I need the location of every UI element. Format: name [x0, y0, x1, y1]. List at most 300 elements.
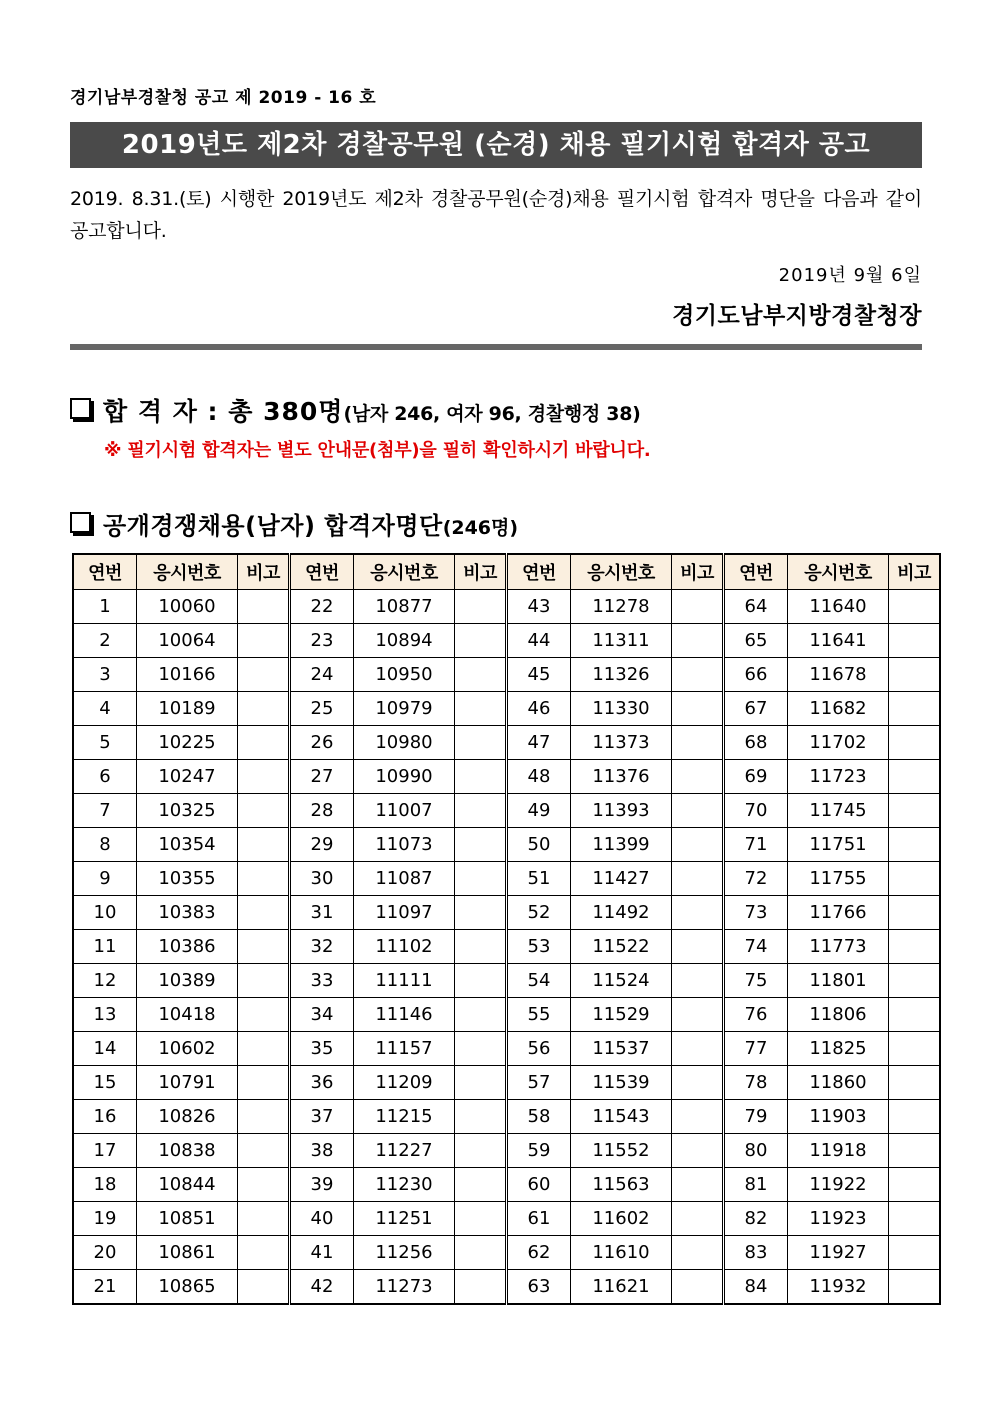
horizontal-rule — [70, 344, 922, 350]
table-row — [73, 1134, 940, 1168]
cell-seq: 37 — [290, 1100, 354, 1134]
cell-seq: 56 — [507, 1032, 571, 1066]
cell-seq: 11 — [73, 930, 137, 964]
cell-exam-number: 10894 — [354, 624, 455, 658]
cell-seq: 32 — [290, 930, 354, 964]
cell-exam-number: 11376 — [571, 760, 672, 794]
cell-note — [672, 930, 724, 964]
header-seq-4: 연번 — [724, 554, 788, 590]
cell-seq: 46 — [507, 692, 571, 726]
cell-exam-number: 11702 — [788, 726, 889, 760]
cell-note — [455, 1134, 507, 1168]
cell-note — [889, 1202, 941, 1236]
cell-exam-number: 11918 — [788, 1134, 889, 1168]
cell-exam-number: 11682 — [788, 692, 889, 726]
cell-note — [238, 1236, 290, 1270]
cell-exam-number: 11256 — [354, 1236, 455, 1270]
header-num-3: 응시번호 — [571, 554, 672, 590]
cell-seq: 30 — [290, 862, 354, 896]
cell-exam-number: 11755 — [788, 862, 889, 896]
cell-exam-number: 10383 — [137, 896, 238, 930]
summary-breakdown: (남자 246, 여자 96, 경찰행정 38) — [343, 403, 641, 426]
cell-seq: 21 — [73, 1270, 137, 1305]
cell-seq: 27 — [290, 760, 354, 794]
cell-exam-number: 11007 — [354, 794, 455, 828]
cell-note — [455, 1066, 507, 1100]
cell-seq: 29 — [290, 828, 354, 862]
cell-exam-number: 10389 — [137, 964, 238, 998]
cell-exam-number: 11278 — [571, 590, 672, 624]
cell-seq: 43 — [507, 590, 571, 624]
cell-exam-number: 11825 — [788, 1032, 889, 1066]
cell-seq: 59 — [507, 1134, 571, 1168]
cell-exam-number: 11927 — [788, 1236, 889, 1270]
cell-note — [889, 692, 941, 726]
cell-seq: 15 — [73, 1066, 137, 1100]
cell-exam-number: 11723 — [788, 760, 889, 794]
cell-seq: 47 — [507, 726, 571, 760]
cell-note — [238, 1134, 290, 1168]
cell-exam-number: 11932 — [788, 1270, 889, 1305]
cell-note — [455, 726, 507, 760]
cell-note — [672, 1032, 724, 1066]
cell-exam-number: 10418 — [137, 998, 238, 1032]
cell-note — [238, 828, 290, 862]
cell-note — [889, 590, 941, 624]
cell-exam-number: 11922 — [788, 1168, 889, 1202]
cell-exam-number: 11543 — [571, 1100, 672, 1134]
passer-table-wrapper — [72, 553, 931, 1305]
cell-note — [455, 930, 507, 964]
table-row — [73, 998, 940, 1032]
cell-note — [672, 692, 724, 726]
cell-note — [238, 692, 290, 726]
cell-note — [672, 1066, 724, 1100]
cell-exam-number: 11621 — [571, 1270, 672, 1305]
cell-seq: 65 — [724, 624, 788, 658]
cell-seq: 7 — [73, 794, 137, 828]
cell-note — [238, 590, 290, 624]
table-row — [73, 896, 940, 930]
table-row — [73, 590, 940, 624]
cell-seq: 40 — [290, 1202, 354, 1236]
passer-list-table — [72, 553, 941, 1305]
cell-note — [889, 964, 941, 998]
cell-exam-number: 11227 — [354, 1134, 455, 1168]
cell-exam-number: 11157 — [354, 1032, 455, 1066]
cell-exam-number: 11209 — [354, 1066, 455, 1100]
cell-note — [672, 1236, 724, 1270]
cell-exam-number: 10060 — [137, 590, 238, 624]
cell-exam-number: 11563 — [571, 1168, 672, 1202]
cell-exam-number: 11751 — [788, 828, 889, 862]
document-content — [70, 0, 931, 1305]
cell-exam-number: 10851 — [137, 1202, 238, 1236]
announcement-date: 2019년 9월 6일 — [778, 265, 922, 287]
cell-exam-number: 11230 — [354, 1168, 455, 1202]
cell-seq: 31 — [290, 896, 354, 930]
cell-seq: 23 — [290, 624, 354, 658]
list-section-count: (246명) — [442, 517, 519, 540]
cell-seq: 67 — [724, 692, 788, 726]
cell-exam-number: 10354 — [137, 828, 238, 862]
cell-seq: 10 — [73, 896, 137, 930]
cell-note — [238, 658, 290, 692]
cell-seq: 49 — [507, 794, 571, 828]
cell-note — [672, 896, 724, 930]
cell-seq: 55 — [507, 998, 571, 1032]
cell-seq: 60 — [507, 1168, 571, 1202]
header-num-4: 응시번호 — [788, 554, 889, 590]
list-section-heading — [70, 506, 922, 541]
cell-exam-number: 11641 — [788, 624, 889, 658]
cell-seq: 62 — [507, 1236, 571, 1270]
cell-seq: 8 — [73, 828, 137, 862]
cell-note — [238, 1032, 290, 1066]
cell-note — [889, 1168, 941, 1202]
cell-exam-number: 10602 — [137, 1032, 238, 1066]
cell-note — [455, 1202, 507, 1236]
cell-exam-number: 11330 — [571, 692, 672, 726]
cell-exam-number: 11522 — [571, 930, 672, 964]
table-row — [73, 1066, 940, 1100]
cell-seq: 2 — [73, 624, 137, 658]
cell-exam-number: 10355 — [137, 862, 238, 896]
cell-exam-number: 10979 — [354, 692, 455, 726]
check-square-icon — [70, 512, 91, 533]
cell-seq: 77 — [724, 1032, 788, 1066]
cell-seq: 20 — [73, 1236, 137, 1270]
cell-seq: 53 — [507, 930, 571, 964]
cell-seq: 6 — [73, 760, 137, 794]
announcement-number: 경기남부경찰청 공고 제 2019 - 16 호 — [70, 88, 377, 108]
cell-seq: 82 — [724, 1202, 788, 1236]
cell-exam-number: 11602 — [571, 1202, 672, 1236]
cell-seq: 64 — [724, 590, 788, 624]
cell-exam-number: 10166 — [137, 658, 238, 692]
header-seq-3: 연번 — [507, 554, 571, 590]
summary-heading — [70, 392, 922, 428]
cell-exam-number: 11860 — [788, 1066, 889, 1100]
cell-exam-number: 11399 — [571, 828, 672, 862]
cell-exam-number: 11539 — [571, 1066, 672, 1100]
table-row — [73, 624, 940, 658]
cell-exam-number: 11745 — [788, 794, 889, 828]
table-row — [73, 964, 940, 998]
table-row — [73, 1032, 940, 1066]
cell-seq: 45 — [507, 658, 571, 692]
cell-exam-number: 11524 — [571, 964, 672, 998]
cell-exam-number: 11923 — [788, 1202, 889, 1236]
cell-note — [238, 726, 290, 760]
cell-exam-number: 11529 — [571, 998, 672, 1032]
cell-exam-number: 11373 — [571, 726, 672, 760]
cell-seq: 41 — [290, 1236, 354, 1270]
cell-note — [672, 794, 724, 828]
cell-exam-number: 10325 — [137, 794, 238, 828]
cell-note — [672, 726, 724, 760]
cell-note — [672, 862, 724, 896]
cell-note — [889, 760, 941, 794]
cell-seq: 38 — [290, 1134, 354, 1168]
cell-note — [455, 964, 507, 998]
intro-paragraph: 2019. 8.31.(토) 시행한 2019년도 제2차 경찰공무원(순경)채용 필기시험 합격자 명단을 다음과 같이 공고합니다. — [70, 188, 922, 242]
table-row — [73, 828, 940, 862]
cell-exam-number: 10844 — [137, 1168, 238, 1202]
cell-note — [238, 1066, 290, 1100]
cell-seq: 17 — [73, 1134, 137, 1168]
cell-seq: 18 — [73, 1168, 137, 1202]
cell-seq: 50 — [507, 828, 571, 862]
cell-note — [672, 760, 724, 794]
header-num-2: 응시번호 — [354, 554, 455, 590]
cell-exam-number: 10950 — [354, 658, 455, 692]
page-title: 2019년도 제2차 경찰공무원 (순경) 채용 필기시험 합격자 공고 — [70, 122, 922, 168]
cell-exam-number: 11146 — [354, 998, 455, 1032]
cell-seq: 13 — [73, 998, 137, 1032]
cell-seq: 33 — [290, 964, 354, 998]
cell-note — [455, 1236, 507, 1270]
header-note-4: 비고 — [889, 554, 941, 590]
cell-note — [238, 896, 290, 930]
cell-exam-number: 11806 — [788, 998, 889, 1032]
cell-note — [672, 1134, 724, 1168]
cell-exam-number: 11102 — [354, 930, 455, 964]
cell-note — [672, 658, 724, 692]
cell-note — [672, 624, 724, 658]
cell-note — [889, 930, 941, 964]
header-note-2: 비고 — [455, 554, 507, 590]
cell-seq: 26 — [290, 726, 354, 760]
cell-seq: 51 — [507, 862, 571, 896]
cell-note — [889, 862, 941, 896]
cell-note — [889, 998, 941, 1032]
cell-seq: 68 — [724, 726, 788, 760]
cell-note — [238, 862, 290, 896]
cell-seq: 24 — [290, 658, 354, 692]
cell-exam-number: 10225 — [137, 726, 238, 760]
header-seq-1: 연번 — [73, 554, 137, 590]
cell-seq: 4 — [73, 692, 137, 726]
cell-exam-number: 11326 — [571, 658, 672, 692]
cell-exam-number: 11801 — [788, 964, 889, 998]
cell-note — [889, 1100, 941, 1134]
cell-exam-number: 10386 — [137, 930, 238, 964]
cell-seq: 63 — [507, 1270, 571, 1305]
cell-seq: 84 — [724, 1270, 788, 1305]
cell-seq: 25 — [290, 692, 354, 726]
cell-seq: 36 — [290, 1066, 354, 1100]
cell-note — [455, 760, 507, 794]
notice-text: ※ 필기시험 합격자는 별도 안내문(첨부)을 필히 확인하시기 바랍니다. — [104, 440, 651, 462]
cell-exam-number: 11678 — [788, 658, 889, 692]
cell-exam-number: 10791 — [137, 1066, 238, 1100]
cell-exam-number: 11492 — [571, 896, 672, 930]
cell-seq: 66 — [724, 658, 788, 692]
cell-seq: 19 — [73, 1202, 137, 1236]
cell-seq: 39 — [290, 1168, 354, 1202]
cell-exam-number: 11427 — [571, 862, 672, 896]
cell-note — [889, 896, 941, 930]
header-note-3: 비고 — [672, 554, 724, 590]
table-row — [73, 1270, 940, 1305]
cell-seq: 76 — [724, 998, 788, 1032]
cell-exam-number: 11097 — [354, 896, 455, 930]
cell-seq: 14 — [73, 1032, 137, 1066]
cell-seq: 78 — [724, 1066, 788, 1100]
cell-note — [455, 1032, 507, 1066]
cell-seq: 34 — [290, 998, 354, 1032]
cell-exam-number: 10826 — [137, 1100, 238, 1134]
summary-label: 합 격 자 : 총 380명 — [103, 397, 344, 427]
cell-note — [238, 930, 290, 964]
cell-note — [672, 1168, 724, 1202]
cell-note — [889, 658, 941, 692]
cell-seq: 61 — [507, 1202, 571, 1236]
cell-exam-number: 11215 — [354, 1100, 455, 1134]
cell-note — [455, 998, 507, 1032]
cell-exam-number: 11273 — [354, 1270, 455, 1305]
cell-seq: 1 — [73, 590, 137, 624]
cell-note — [672, 1100, 724, 1134]
cell-note — [455, 862, 507, 896]
cell-note — [238, 964, 290, 998]
cell-note — [672, 998, 724, 1032]
cell-seq: 81 — [724, 1168, 788, 1202]
cell-seq: 52 — [507, 896, 571, 930]
cell-note — [455, 658, 507, 692]
cell-note — [672, 1202, 724, 1236]
cell-exam-number: 11552 — [571, 1134, 672, 1168]
cell-note — [889, 624, 941, 658]
cell-note — [889, 1134, 941, 1168]
cell-note — [238, 794, 290, 828]
cell-note — [889, 726, 941, 760]
cell-exam-number: 11537 — [571, 1032, 672, 1066]
cell-note — [672, 1270, 724, 1305]
cell-seq: 16 — [73, 1100, 137, 1134]
cell-exam-number: 11251 — [354, 1202, 455, 1236]
table-header-row — [73, 554, 940, 590]
check-square-icon — [70, 398, 91, 419]
cell-seq: 72 — [724, 862, 788, 896]
header-num-1: 응시번호 — [137, 554, 238, 590]
cell-note — [889, 794, 941, 828]
cell-exam-number: 10877 — [354, 590, 455, 624]
table-row — [73, 1236, 940, 1270]
cell-seq: 5 — [73, 726, 137, 760]
cell-note — [455, 828, 507, 862]
cell-note — [455, 692, 507, 726]
cell-seq: 71 — [724, 828, 788, 862]
cell-seq: 69 — [724, 760, 788, 794]
cell-exam-number: 10861 — [137, 1236, 238, 1270]
cell-exam-number: 11773 — [788, 930, 889, 964]
cell-exam-number: 11111 — [354, 964, 455, 998]
cell-note — [889, 1270, 941, 1305]
list-section-title: 공개경쟁채용(남자) 합격자명단 — [103, 512, 443, 541]
cell-note — [455, 1168, 507, 1202]
cell-note — [238, 998, 290, 1032]
table-row — [73, 658, 940, 692]
cell-exam-number: 11311 — [571, 624, 672, 658]
cell-note — [889, 1032, 941, 1066]
cell-seq: 57 — [507, 1066, 571, 1100]
table-row — [73, 794, 940, 828]
cell-seq: 75 — [724, 964, 788, 998]
cell-seq: 83 — [724, 1236, 788, 1270]
cell-note — [238, 624, 290, 658]
cell-note — [889, 828, 941, 862]
cell-note — [238, 1168, 290, 1202]
cell-note — [672, 590, 724, 624]
cell-seq: 79 — [724, 1100, 788, 1134]
cell-seq: 70 — [724, 794, 788, 828]
cell-exam-number: 11393 — [571, 794, 672, 828]
cell-seq: 3 — [73, 658, 137, 692]
cell-seq: 35 — [290, 1032, 354, 1066]
cell-exam-number: 10865 — [137, 1270, 238, 1305]
cell-exam-number: 11640 — [788, 590, 889, 624]
cell-note — [889, 1066, 941, 1100]
cell-note — [455, 1270, 507, 1305]
cell-seq: 42 — [290, 1270, 354, 1305]
cell-exam-number: 10064 — [137, 624, 238, 658]
cell-note — [238, 760, 290, 794]
table-row — [73, 760, 940, 794]
cell-seq: 22 — [290, 590, 354, 624]
cell-note — [889, 1236, 941, 1270]
cell-note — [455, 624, 507, 658]
passer-table-body — [73, 590, 940, 1305]
cell-note — [238, 1202, 290, 1236]
cell-exam-number: 11903 — [788, 1100, 889, 1134]
cell-exam-number: 11087 — [354, 862, 455, 896]
signer-title: 경기도남부지방경찰청장 — [672, 303, 922, 330]
cell-seq: 58 — [507, 1100, 571, 1134]
header-note-1: 비고 — [238, 554, 290, 590]
cell-exam-number: 11766 — [788, 896, 889, 930]
header-seq-2: 연번 — [290, 554, 354, 590]
cell-note — [672, 828, 724, 862]
cell-exam-number: 10980 — [354, 726, 455, 760]
table-row — [73, 1202, 940, 1236]
table-row — [73, 1100, 940, 1134]
table-row — [73, 862, 940, 896]
cell-exam-number: 10189 — [137, 692, 238, 726]
cell-seq: 44 — [507, 624, 571, 658]
cell-seq: 80 — [724, 1134, 788, 1168]
cell-exam-number: 11073 — [354, 828, 455, 862]
table-row — [73, 930, 940, 964]
table-row — [73, 726, 940, 760]
cell-exam-number: 10838 — [137, 1134, 238, 1168]
cell-exam-number: 10247 — [137, 760, 238, 794]
cell-exam-number: 11610 — [571, 1236, 672, 1270]
cell-seq: 12 — [73, 964, 137, 998]
cell-seq: 54 — [507, 964, 571, 998]
cell-note — [672, 964, 724, 998]
cell-seq: 9 — [73, 862, 137, 896]
table-row — [73, 1168, 940, 1202]
cell-seq: 74 — [724, 930, 788, 964]
table-row — [73, 692, 940, 726]
cell-exam-number: 10990 — [354, 760, 455, 794]
cell-note — [455, 1100, 507, 1134]
cell-note — [238, 1270, 290, 1305]
cell-note — [455, 590, 507, 624]
cell-note — [455, 896, 507, 930]
